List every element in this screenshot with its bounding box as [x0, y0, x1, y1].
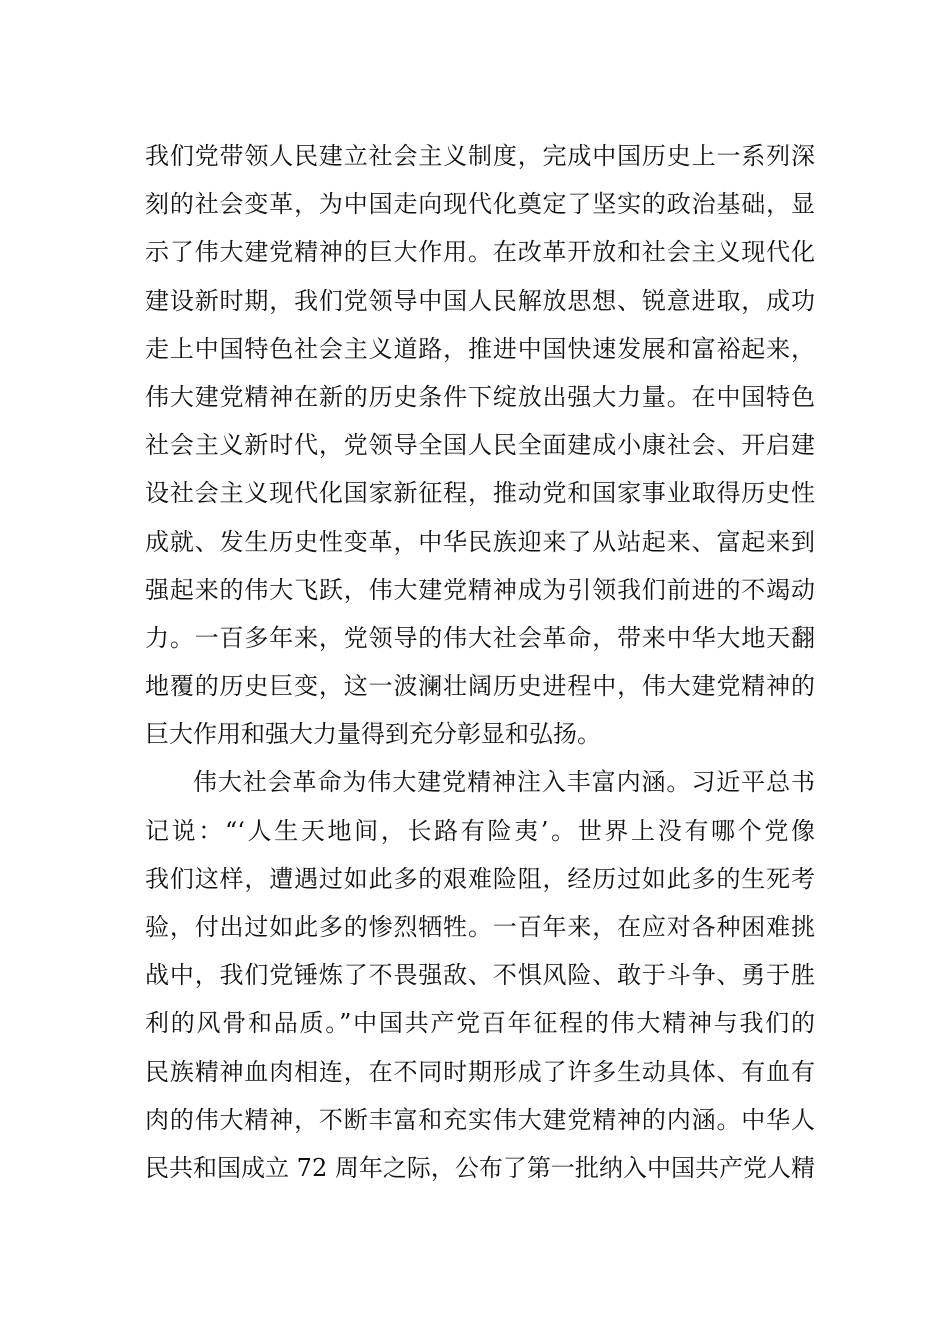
paragraph-1-line-7: 社会主义新时代，党领导全国人民全面建成小康社会、开启建 — [145, 431, 815, 460]
paragraph-1-line-12: 地覆的历史巨变，这一波澜壮阔历史进程中，伟大建党精神的 — [145, 672, 815, 701]
paragraph-2-line-2: 记说：“‘人生天地间，长路有险夷’。世界上没有哪个党像 — [145, 816, 815, 845]
paragraph-2-line-5: 战中，我们党锤炼了不畏强敌、不惧风险、敢于斗争、勇于胜 — [145, 961, 815, 990]
paragraph-1-line-10: 强起来的伟大飞跃，伟大建党精神成为引领我们前进的不竭动 — [145, 575, 815, 604]
document-body — [145, 132, 815, 1192]
paragraph-1-line-4: 建设新时期，我们党领导中国人民解放思想、锐意进取，成功 — [145, 286, 815, 315]
paragraph-1-line-6: 伟大建党精神在新的历史条件下绽放出强大力量。在中国特色 — [145, 382, 815, 411]
paragraph-2-line-4: 验，付出过如此多的惨烈牺牲。一百年来，在应对各种困难挑 — [145, 913, 815, 941]
paragraph-1-line-8: 设社会主义现代化国家新征程，推动党和国家事业取得历史性 — [145, 479, 815, 508]
paragraph-2-line-9: 民共和国成立 72 周年之际，公布了第一批纳入中国共产党人精 — [145, 1153, 815, 1182]
paragraph-1-line-13: 巨大作用和强大力量得到充分彰显和弘扬。 — [145, 720, 601, 749]
paragraph-2-line-6: 利的风骨和品质。”中国共产党百年征程的伟大精神与我们的 — [145, 1009, 815, 1038]
paragraph-1-line-9: 成就、发生历史性变革，中华民族迎来了从站起来、富起来到 — [145, 527, 815, 556]
paragraph-1-line-5: 走上中国特色社会主义道路，推进中国快速发展和富裕起来， — [145, 334, 815, 363]
paragraph-2-line-3: 我们这样，遭遇过如此多的艰难险阻，经历过如此多的生死考 — [145, 864, 815, 893]
paragraph-1-line-1: 我们党带领人民建立社会主义制度，完成中国历史上一系列深 — [145, 142, 815, 170]
paragraph-2-line-7: 民族精神血肉相连，在不同时期形成了许多生动具体、有血有 — [145, 1057, 815, 1086]
paragraph-2-line-8: 肉的伟大精神，不断丰富和充实伟大建党精神的内涵。中华人 — [145, 1105, 815, 1134]
paragraph-1-line-2: 刻的社会变革，为中国走向现代化奠定了坚实的政治基础，显 — [145, 190, 815, 219]
paragraph-1-line-3: 示了伟大建党精神的巨大作用。在改革开放和社会主义现代化 — [145, 238, 815, 267]
paragraph-1-line-11: 力。一百多年来，党领导的伟大社会革命，带来中华大地天翻 — [145, 623, 815, 652]
paragraph-2-line-1: 伟大社会革命为伟大建党精神注入丰富内涵。习近平总书 — [193, 768, 815, 797]
